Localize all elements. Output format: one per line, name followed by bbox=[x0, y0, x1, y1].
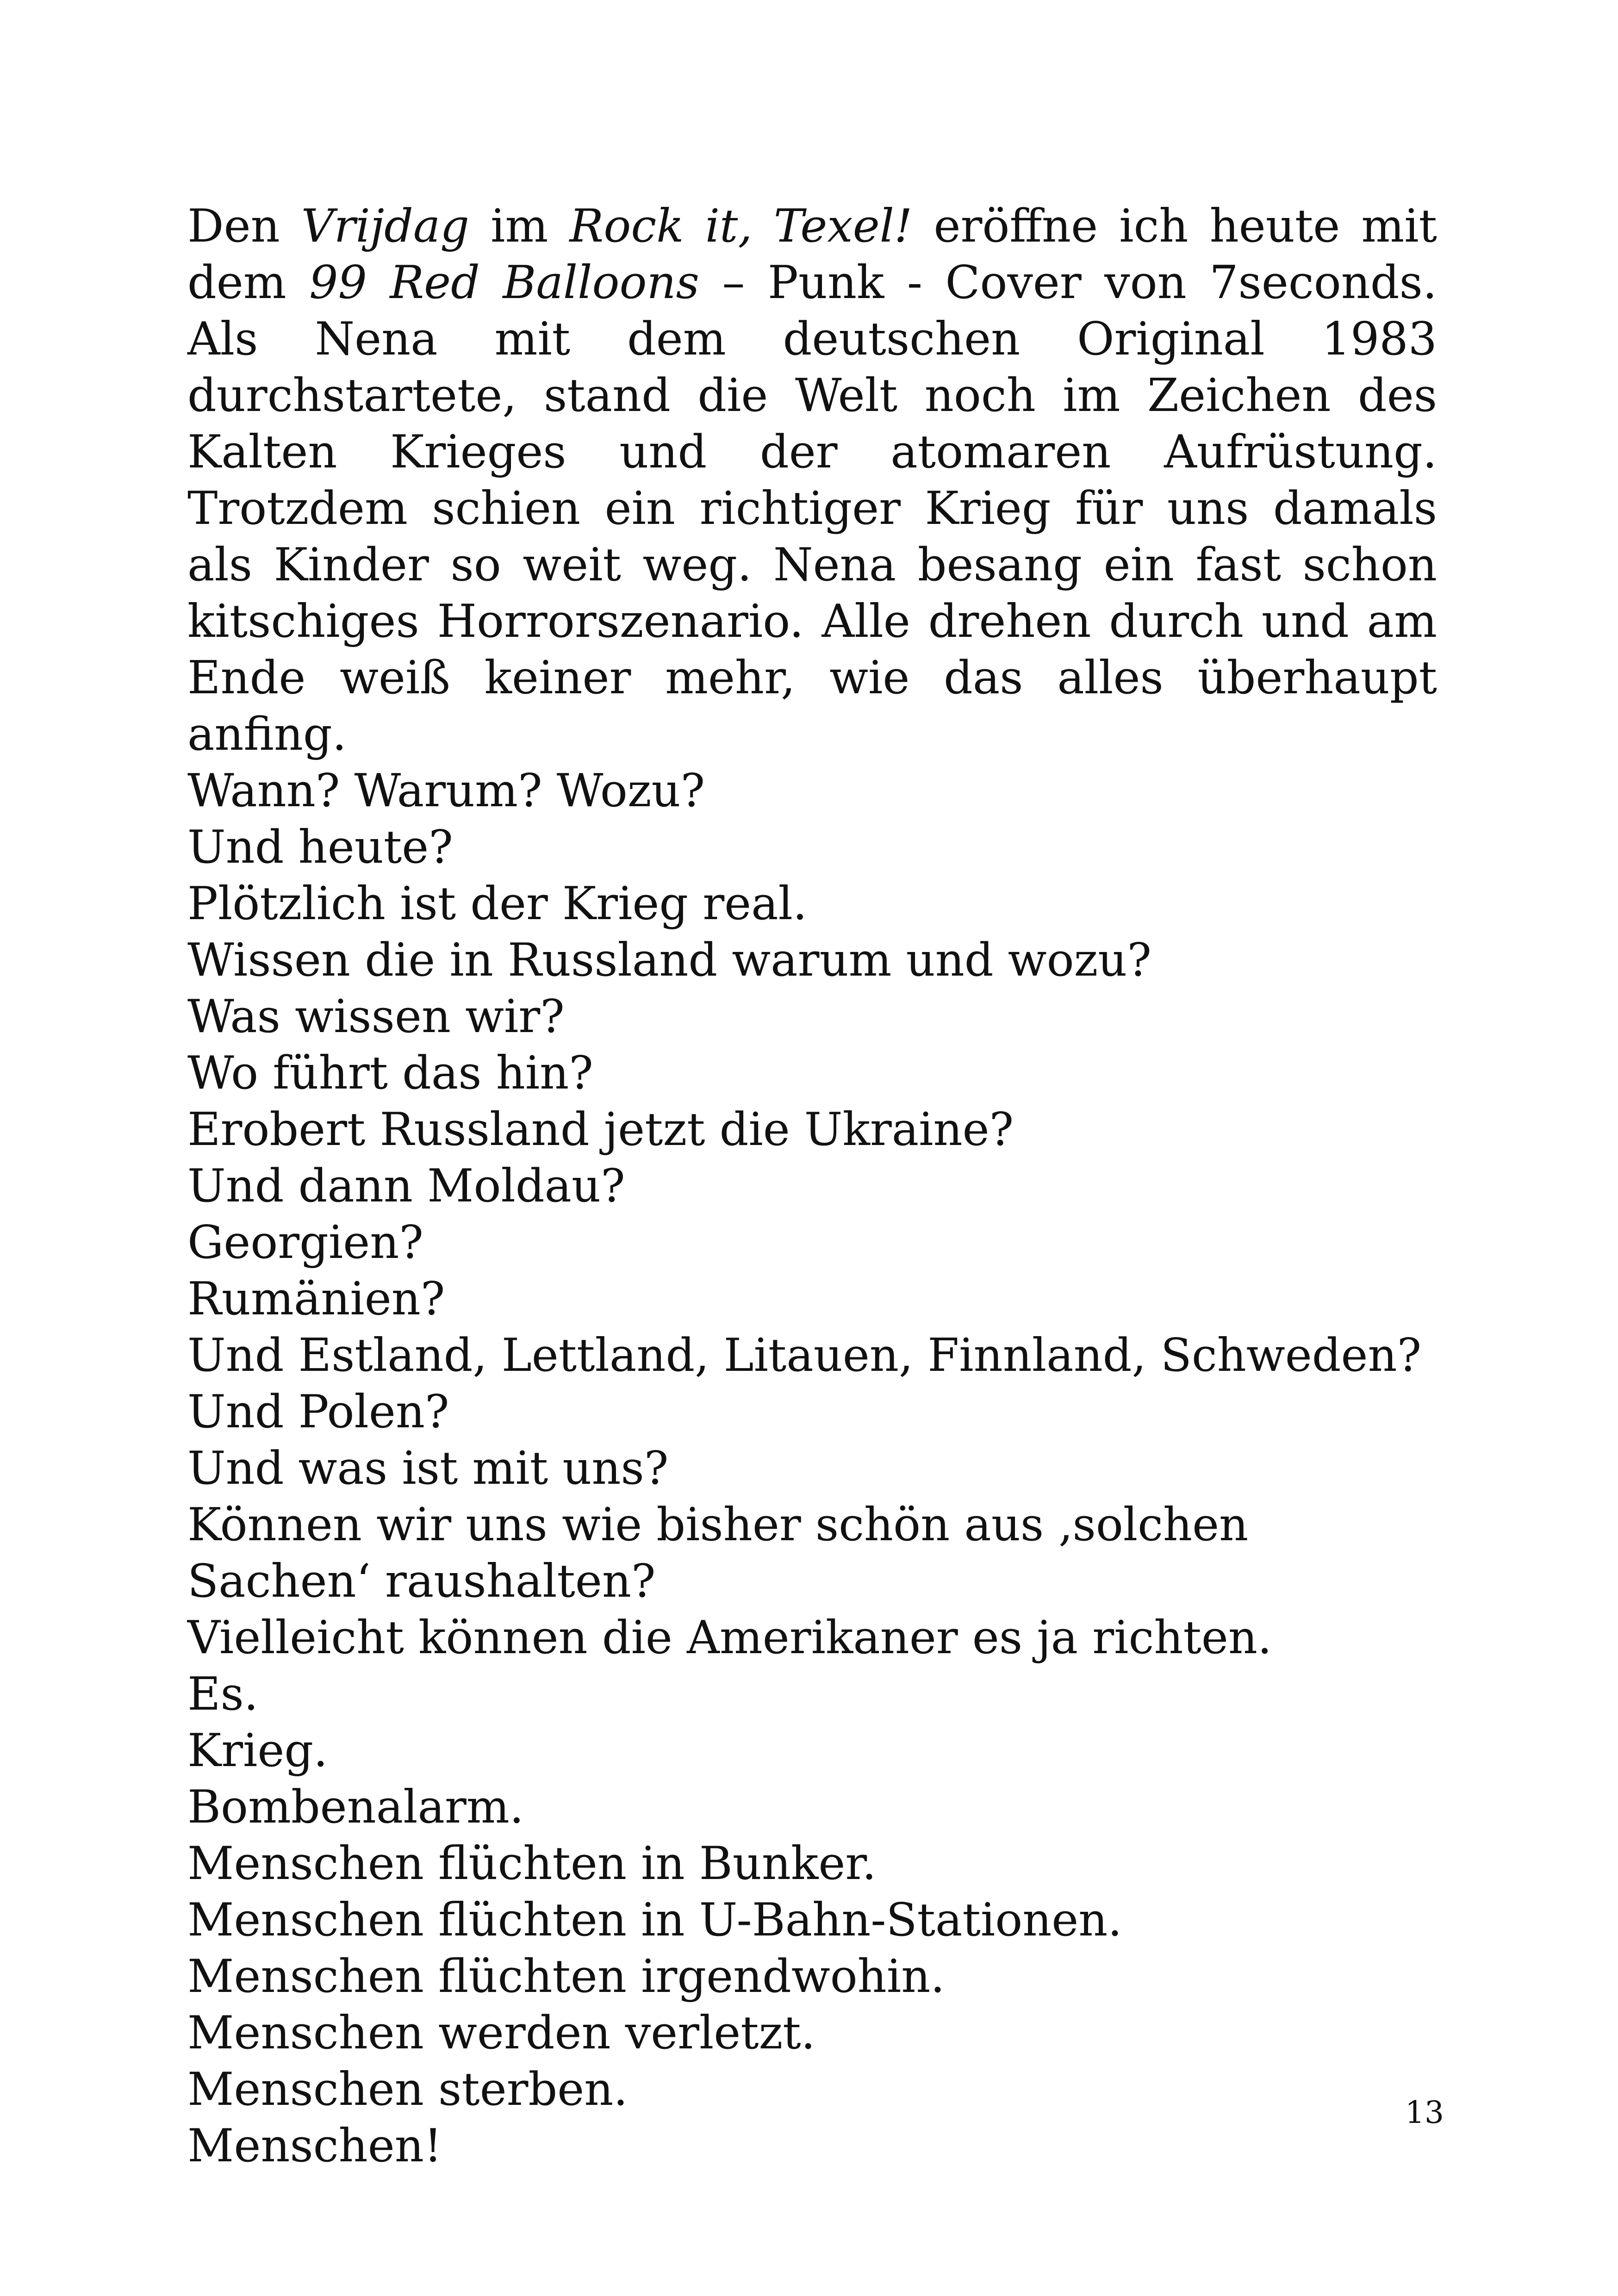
text-line: Vielleicht können die Amerikaner es ja richten. bbox=[187, 1612, 1272, 1664]
intro-paragraph bbox=[187, 198, 1437, 763]
text-line: Menschen flüchten irgendwohin. bbox=[187, 1950, 945, 2003]
text-line: Rumänien? bbox=[187, 1273, 445, 1325]
text-line: Wann? Warum? Wozu? bbox=[187, 765, 705, 817]
text-line: Menschen flüchten in U-Bahn-Stationen. bbox=[187, 1894, 1122, 1947]
text-line: Menschen werden verletzt. bbox=[187, 2007, 815, 2060]
text-line: Und Estland, Lettland, Litauen, Finnland, Schweden? bbox=[187, 1329, 1422, 1382]
page-number: 13 bbox=[1405, 2095, 1444, 2130]
text-line: Plötzlich ist der Krieg real. bbox=[187, 877, 808, 930]
text-line: Es. bbox=[187, 1668, 258, 1721]
text-line: Krieg. bbox=[187, 1724, 328, 1777]
body-text bbox=[187, 198, 1437, 2174]
paragraph-text-4: – Punk - Cover von 7seconds. Als Nena mit dem deutschen Original 1983 durchstartete, stand die Welt noch im Zeichen des Kalten Krieges und der atomaren Aufrüstung. Trotzdem schien ein richtiger Krieg für uns damals als Kinder so weit weg. Nena besang ein fast schon kitschiges Horrorszenario. Alle drehen durch und am Ende weiß keiner mehr, wie das alles überhaupt anfing. bbox=[187, 256, 1438, 761]
text-line: Menschen sterben. bbox=[187, 2063, 628, 2116]
text-line: Und Polen? bbox=[187, 1386, 449, 1438]
text-line: Erobert Russland jetzt die Ukraine? bbox=[187, 1103, 1014, 1156]
text-line: Wissen die in Russland warum und wozu? bbox=[187, 934, 1151, 987]
text-line: Wo führt das hin? bbox=[187, 1047, 593, 1100]
paragraph-text-1: Den bbox=[187, 200, 301, 253]
text-line: Und was ist mit uns? bbox=[187, 1442, 669, 1495]
paragraph-text-2: im bbox=[469, 200, 570, 253]
vrijdag-italic: Vrijdag bbox=[301, 200, 470, 253]
line-list bbox=[187, 763, 1437, 2174]
venue-name-italic: Rock it, Texel! bbox=[569, 200, 913, 253]
text-line: Menschen! bbox=[187, 2120, 442, 2172]
song-title-italic: 99 Red Balloons bbox=[309, 256, 699, 309]
paragraph-text-3: eröffne ich heute mit dem bbox=[187, 200, 1438, 309]
text-line: Und dann Moldau? bbox=[187, 1160, 625, 1213]
text-line: Bombenalarm. bbox=[187, 1781, 524, 1834]
text-line: Menschen flüchten in Bunker. bbox=[187, 1837, 877, 1890]
text-line: Können wir uns wie bisher schön aus ‚solchen Sachen‘ raushalten? bbox=[187, 1499, 1249, 1608]
text-line: Georgien? bbox=[187, 1216, 423, 1269]
text-line: Was wissen wir? bbox=[187, 990, 565, 1043]
text-line: Und heute? bbox=[187, 821, 453, 874]
